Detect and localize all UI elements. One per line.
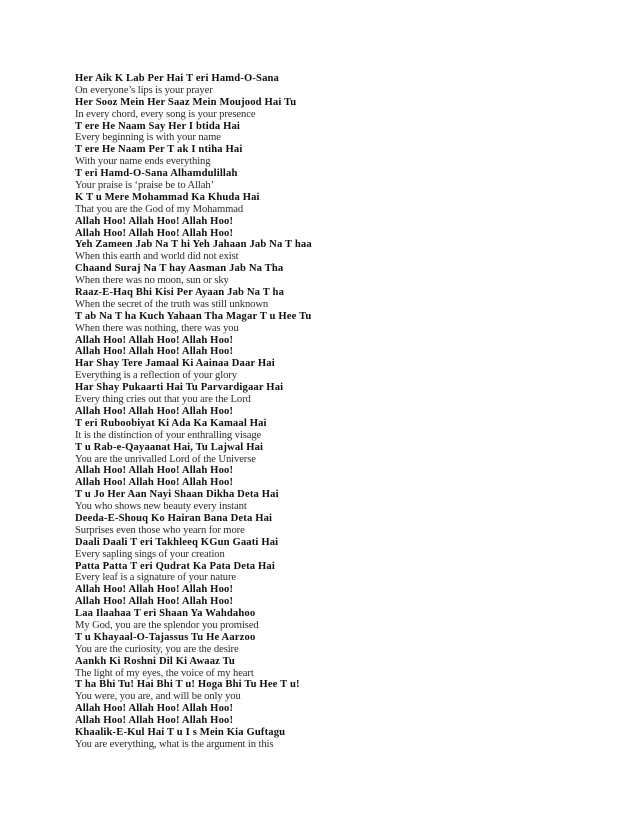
- lyric-line: T ha Bhi Tu! Hai Bhi T u! Hoga Bhi Tu Hee T u!: [75, 679, 300, 691]
- lyric-line: Allah Hoo! Allah Hoo! Allah Hoo!: [75, 465, 234, 477]
- translation-line: Everything is a reflection of your glory: [75, 370, 237, 382]
- lyric-line: Allah Hoo! Allah Hoo! Allah Hoo!: [75, 334, 234, 346]
- translation-line: On everyone’s lips is your prayer: [75, 84, 213, 96]
- lyric-line: Allah Hoo! Allah Hoo! Allah Hoo!: [75, 715, 234, 727]
- translation-line: When this earth and world did not exist: [75, 251, 239, 263]
- translation-line: You are the unrivalled Lord of the Universe: [75, 453, 256, 465]
- lyric-line: Chaand Suraj Na T hay Aasman Jab Na Tha: [75, 263, 284, 275]
- translation-line: Every beginning is with your name: [75, 132, 221, 144]
- lyric-line: Allah Hoo! Allah Hoo! Allah Hoo!: [75, 477, 234, 489]
- lyric-line: Khaalik-E-Kul Hai T u I s Mein Kia Guftagu: [75, 726, 286, 738]
- translation-line: Every thing cries out that you are the Lord: [75, 394, 251, 406]
- lyric-line: T ere He Naam Per T ak I ntiha Hai: [75, 144, 243, 156]
- translation-line: You are the curiosity, you are the desire: [75, 643, 239, 655]
- lyric-line: Allah Hoo! Allah Hoo! Allah Hoo!: [75, 703, 234, 715]
- lyric-line: Allah Hoo! Allah Hoo! Allah Hoo!: [75, 596, 234, 608]
- lyric-line: Allah Hoo! Allah Hoo! Allah Hoo!: [75, 215, 234, 227]
- translation-line: Every leaf is a signature of your nature: [75, 572, 237, 584]
- lyric-line: Allah Hoo! Allah Hoo! Allah Hoo!: [75, 227, 234, 239]
- lyric-line: Allah Hoo! Allah Hoo! Allah Hoo!: [75, 346, 234, 358]
- translation-line: You who shows new beauty every instant: [75, 501, 247, 513]
- lyric-line: K T u Mere Mohammad Ka Khuda Hai: [75, 191, 260, 203]
- translation-line: When the secret of the truth was still unknown: [75, 298, 269, 310]
- lyric-line: Allah Hoo! Allah Hoo! Allah Hoo!: [75, 405, 234, 417]
- translation-line: Surprises even those who yearn for more: [75, 524, 245, 536]
- lyric-line: Deeda-E-Shouq Ko Hairan Bana Deta Hai: [75, 512, 273, 524]
- lyric-line: T ere He Naam Say Her I btida Hai: [75, 120, 241, 132]
- translation-line: In every chord, every song is your presence: [75, 108, 256, 120]
- lyric-line: Har Shay Tere Jamaal Ki Aainaa Daar Hai: [75, 358, 275, 370]
- translation-line: With your name ends everything: [75, 156, 211, 168]
- lyric-line: Laa Ilaahaa T eri Shaan Ya Wahdahoo: [75, 608, 256, 620]
- lyric-line: Patta Patta T eri Qudrat Ka Pata Deta Hai: [75, 560, 275, 572]
- translation-line: You were, you are, and will be only you: [75, 691, 241, 703]
- lyric-line: T ab Na T ha Kuch Yahaan Tha Magar T u Hee Tu: [75, 310, 312, 322]
- lyric-line: Yeh Zameen Jab Na T hi Yeh Jahaan Jab Na T haa: [75, 239, 312, 251]
- translation-line: The light of my eyes, the voice of my heart: [75, 667, 254, 679]
- translation-line: Your praise is ‘praise be to Allah’: [75, 180, 215, 192]
- lyric-line: Raaz-E-Haq Bhi Kisi Per Ayaan Jab Na T ha: [75, 287, 285, 299]
- translation-line: Every sapling sings of your creation: [75, 548, 225, 560]
- lyric-line: Her Sooz Mein Her Saaz Mein Moujood Hai Tu: [75, 96, 297, 108]
- translation-line: You are everything, what is the argument in this: [75, 738, 274, 750]
- lyric-line: Her Aik K Lab Per Hai T eri Hamd-O-Sana: [75, 73, 280, 84]
- lyric-line: T eri Hamd-O-Sana Alhamdulillah: [75, 168, 238, 180]
- lyric-line: T u Khayaal-O-Tajassus Tu He Aarzoo: [75, 631, 256, 643]
- translation-line: It is the distinction of your enthralling visage: [75, 429, 262, 441]
- lyric-line: Daali Daali T eri Takhleeq KGun Gaati Hai: [75, 536, 279, 548]
- lyrics-block: [75, 73, 615, 751]
- translation-line: When there was no moon, sun or sky: [75, 275, 229, 287]
- lyric-line: Allah Hoo! Allah Hoo! Allah Hoo!: [75, 584, 234, 596]
- lyric-line: T u Rab-e-Qayaanat Hai, Tu Lajwal Hai: [75, 441, 264, 453]
- lyric-line: T u Jo Her Aan Nayi Shaan Dikha Deta Hai: [75, 489, 279, 501]
- translation-line: That you are the God of my Mohammad: [75, 203, 244, 215]
- lyric-line: Har Shay Pukaarti Hai Tu Parvardigaar Hai: [75, 382, 284, 394]
- lyric-line: T eri Ruboobiyat Ki Ada Ka Kamaal Hai: [75, 417, 267, 429]
- translation-line: When there was nothing, there was you: [75, 322, 239, 334]
- lyric-line: Aankh Ki Roshni Dil Ki Awaaz Tu: [75, 655, 235, 667]
- translation-line: My God, you are the splendor you promised: [75, 619, 259, 631]
